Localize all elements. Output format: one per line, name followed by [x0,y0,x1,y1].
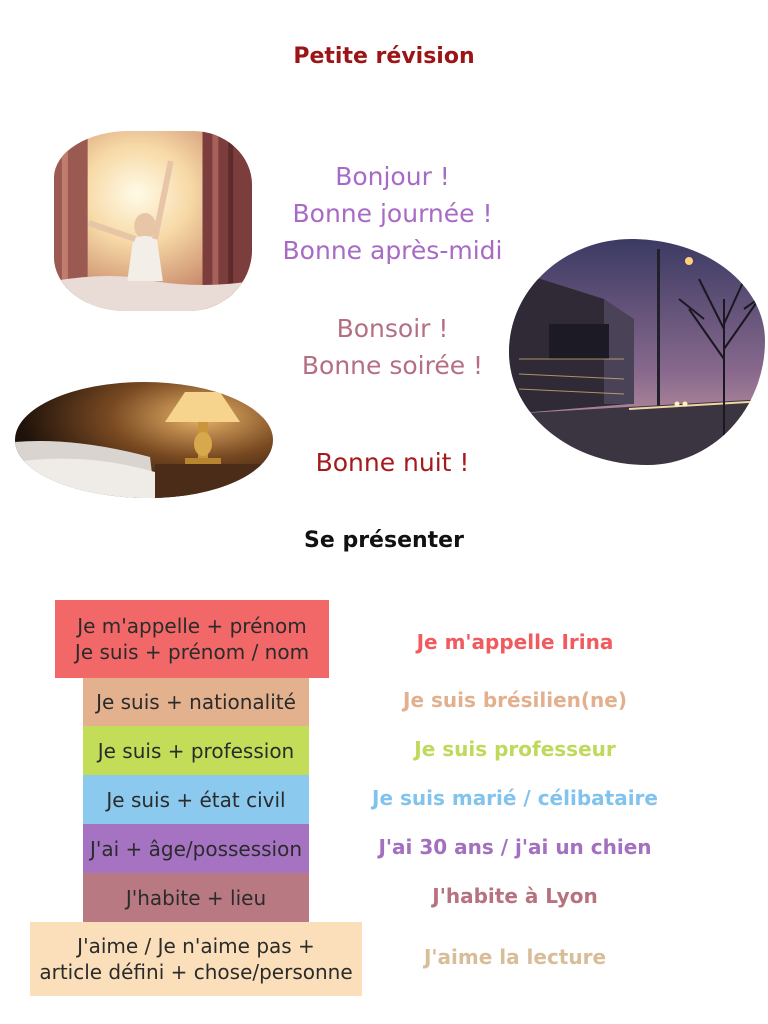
example-sentence: Je suis brésilien(ne) [403,688,627,712]
pattern-text: Je suis + état civil [106,787,286,812]
morning-window-image [54,131,252,311]
pattern-text: Je m'appelle + prénom [77,614,307,638]
example-sentence: Je suis professeur [414,737,616,761]
greeting-bonne-journee: Bonne journée ! [292,199,493,228]
pattern-box [30,922,362,996]
pattern-box [55,600,329,678]
greeting-bonjour: Bonjour ! [335,162,450,191]
evening-city-image [509,239,765,465]
example-sentence: J'habite à Lyon [432,884,598,908]
greeting-bonne-apres-midi: Bonne après-midi [282,236,503,265]
pattern-box [83,824,309,873]
pattern-box [83,726,309,775]
bedside-lamp-image [15,382,273,498]
pattern-box [83,678,309,726]
greeting-bonsoir: Bonsoir ! [336,314,449,343]
greeting-bonne-nuit: Bonne nuit ! [315,448,470,477]
pattern-text: J'habite + lieu [125,885,267,910]
pattern-text: Je suis + nationalité [96,690,296,714]
pattern-text: article défini + chose/personne [39,960,353,984]
example-sentence: Je m'appelle Irina [416,630,614,654]
title-petite-revision: Petite révision [293,44,475,69]
greeting-bonne-soiree: Bonne soirée ! [301,351,484,380]
greetings-evening [250,310,535,384]
pattern-text: Je suis + prénom / nom [74,640,310,664]
title-se-presenter: Se présenter [304,528,464,553]
pattern-box [83,775,309,824]
example-sentence: Je suis marié / célibataire [372,786,658,810]
example-sentence: J'ai 30 ans / j'ai un chien [378,835,652,859]
example-sentence: J'aime la lecture [423,945,607,969]
pattern-box [83,873,309,922]
pattern-text: Je suis + profession [97,738,295,763]
pattern-text: J'aime / Je n'aime pas + [77,934,315,958]
pattern-text: J'ai + âge/possession [89,836,303,861]
greetings-morning [250,158,535,269]
